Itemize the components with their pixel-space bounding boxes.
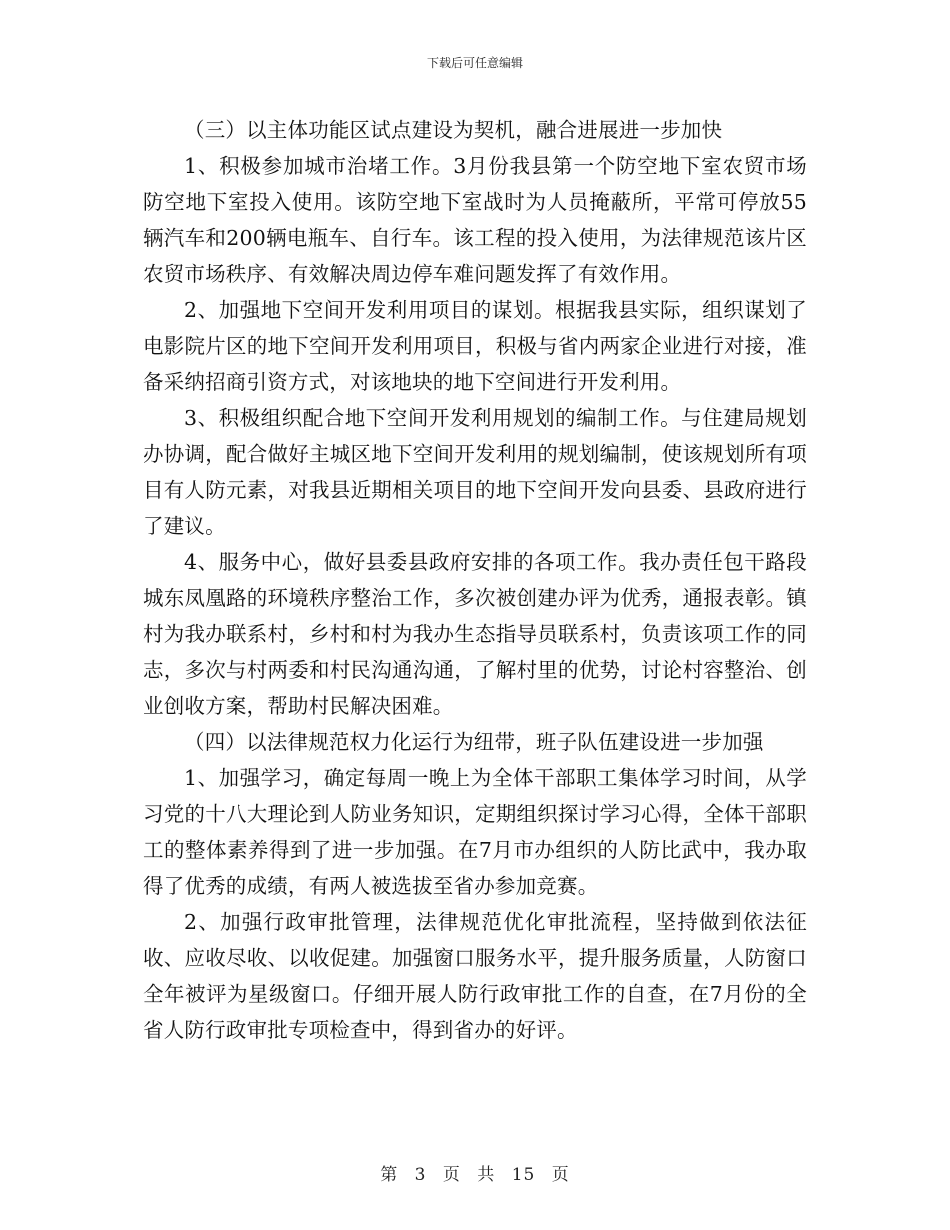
footer-suffix: 页: [551, 1165, 570, 1185]
paragraph-5: 1、加强学习，确定每周一晚上为全体干部职工集体学习时间，从学习党的十八大理论到人防业务知识，定期组织探讨学习心得，全体干部职工的整体素养得到了进一步加强。在7月市办组织的人防比武中，我办取得了优秀的成绩，有两人被选拔至省办参加竞赛。: [143, 766, 807, 898]
document-body: [143, 112, 807, 1048]
page-footer: [0, 1160, 950, 1185]
paragraph-3: 3、积极组织配合地下空间开发利用规划的编制工作。与住建局规划办协调，配合做好主城区地下空间开发利用的规划编制，使该规划所有项目有人防元素，对我县近期相关项目的地下空间开发向县委、县政府进行了建议。: [143, 406, 807, 538]
paragraph-1: 1、积极参加城市治堵工作。3月份我县第一个防空地下室农贸市场防空地下室投入使用。该防空地下室战时为人员掩蔽所，平常可停放55辆汽车和200辆电瓶车、自行车。该工程的投入使用，为法律规范该片区农贸市场秩序、有效解决周边停车难问题发挥了有效作用。: [143, 154, 807, 286]
section-heading-3: （三）以主体功能区试点建设为契机，融合进展进一步加快: [184, 118, 723, 142]
footer-total-pages: 15: [511, 1165, 536, 1185]
paragraph-2: 2、加强地下空间开发利用项目的谋划。根据我县实际，组织谋划了电影院片区的地下空间开发利用项目，积极与省内两家企业进行对接，准备采纳招商引资方式，对该地块的地下空间进行开发利用。: [143, 298, 807, 394]
paragraph-6: 2、加强行政审批管理，法律规范优化审批流程，坚持做到依法征收、应收尽收、以收促建。加强窗口服务水平，提升服务质量，人防窗口全年被评为星级窗口。仔细开展人防行政审批工作的自查，在7月份的全省人防行政审批专项检查中，得到省办的好评。: [143, 910, 807, 1042]
footer-total-word: 共: [477, 1165, 496, 1185]
footer-prefix: 第: [380, 1165, 399, 1185]
footer-current-page: 3: [414, 1165, 427, 1185]
page-header: 下载后可任意编辑: [426, 56, 523, 70]
paragraph-4: 4、服务中心，做好县委县政府安排的各项工作。我办责任包干路段城东凤凰路的环境秩序整治工作，多次被创建办评为优秀，通报表彰。镇村为我办联系村，乡村和村为我办生态指导员联系村，负责该项工作的同志，多次与村两委和村民沟通沟通，了解村里的优势，讨论村容整治、创业创收方案，帮助村民解决困难。: [143, 550, 807, 718]
footer-page-word: 页: [442, 1165, 461, 1185]
section-heading-4: （四）以法律规范权力化运行为纽带，班子队伍建设进一步加强: [184, 730, 764, 754]
